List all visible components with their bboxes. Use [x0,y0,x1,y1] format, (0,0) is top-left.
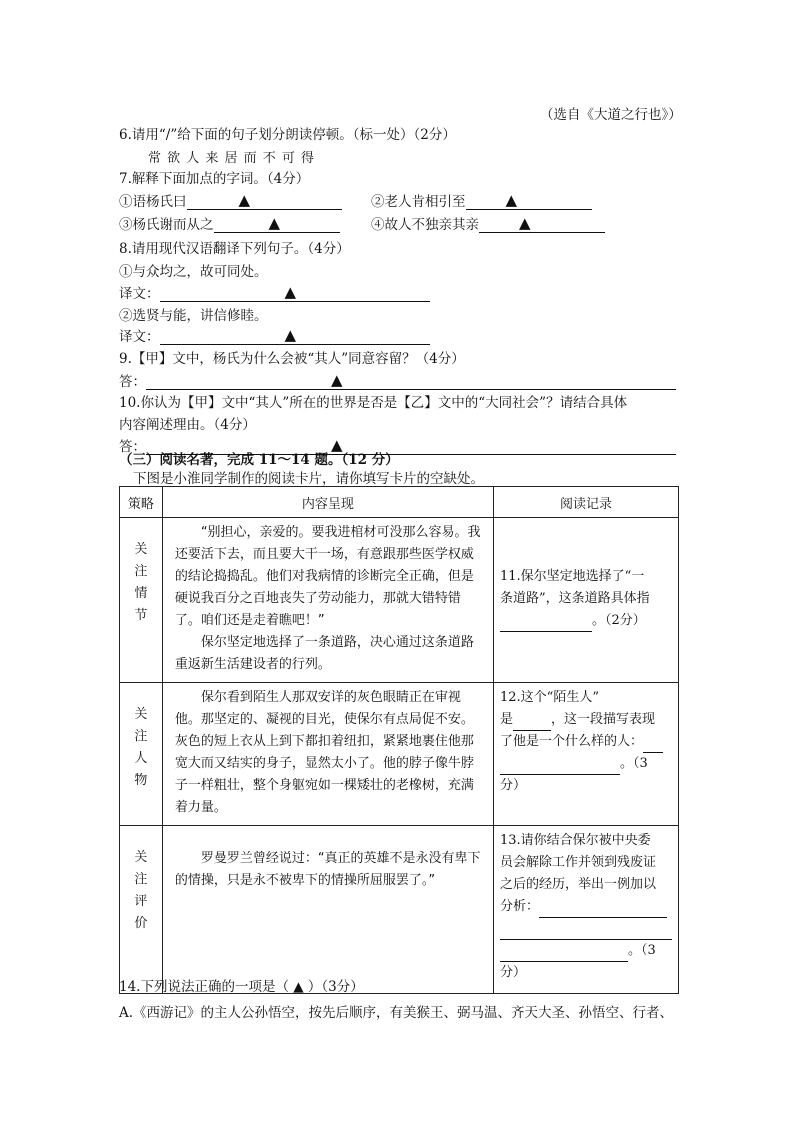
q10-prompt-line-2: 内容阐述理由。（4分） [119,417,256,433]
q14-option-a: A.《西游记》的主人公孙悟空，按先后顺序，有美猴王、弼马温、齐天大圣、孙悟空、行者、 [119,1005,674,1021]
reading-card-table [119,486,679,994]
q7-item-1 [119,190,342,210]
record-answer-row [500,709,672,731]
header-content: 内容呈现 [162,487,493,518]
strategy-cell [120,826,163,994]
answer-marker: ▲ [519,214,531,232]
table-header-row [120,487,679,518]
answer-marker: ▲ [284,283,297,301]
q13-answer-line-1[interactable] [539,903,667,918]
translation-label: 译文： [119,286,160,302]
answer-label: 答： [119,439,146,455]
record-text: 。（3 [620,756,648,771]
q7-answer-line-1[interactable] [187,191,342,210]
record-cell [494,826,679,994]
q8-prompt: 8.请用现代汉语翻译下列句子。（4分） [119,241,350,257]
record-text: 分析： [500,899,540,914]
header-record: 阅读记录 [494,487,679,518]
record-answer-row [500,610,672,632]
answer-label: 答： [119,374,146,390]
record-answer-row [500,753,672,775]
q7-item-2 [371,190,592,210]
q10-prompt-line-1: 10.你认为【甲】文中“其人”所在的世界是否是【乙】文中的“大同社会”？请结合具体 [119,395,628,411]
q12-answer-line-3[interactable] [500,760,620,775]
source-note: （选自《大道之行也》） [540,107,682,123]
table-row [120,518,679,683]
record-text: 13.请你结合保尔被中央委 [500,833,651,848]
strategy-label: 关注人物 [134,707,148,788]
record-text: 分） [500,778,527,793]
answer-marker: ▲ [505,191,518,209]
record-cell [494,518,679,683]
q7-item-2-text: ②老人肯相引至 [371,194,466,210]
record-text: 了他是一个什么样的人： [500,734,644,749]
strategy-label: 关注情节 [134,542,148,623]
q7-item-4-text: ④故人不独亲其亲 [371,217,479,233]
strategy-cell [120,683,163,826]
q6-sentence: 常 欲 人 来 居 而 不 可 得 [148,151,316,166]
record-answer-row [500,896,672,918]
record-cell [494,683,679,826]
q12-answer-line-2[interactable] [643,738,663,753]
q13-answer-line-3[interactable] [500,947,628,962]
answer-marker: ▲ [331,436,343,454]
header-strategy: 策略 [120,487,163,518]
q6-prompt: 6.请用“/”给下面的句子划分朗读停顿。（标一处）（2分） [119,127,456,143]
content-paragraph: 保尔坚定地选择了一条道路，决心通过这条道路重返新生活建设者的行列。 [174,635,474,672]
q7-answer-line-3[interactable] [214,214,340,233]
content-cell [162,826,493,994]
q7-item-4 [371,213,605,233]
record-answer-row [500,918,672,940]
record-text: 分） [500,965,527,980]
record-text: 是 [500,712,514,727]
q8-answer-line-1[interactable] [160,283,430,302]
q7-answer-line-2[interactable] [466,191,592,210]
content-paragraph: 保尔看到陌生人那双安详的灰色眼睛正在审视他。那坚定的、凝视的目光，使保尔有点局促不安。灰色的短上衣从上到下都扣着纽扣，紧紧地裹住他那宽大而又结实的身子，显然太小了。他的脖子像牛脖子一样粗壮，整个身躯宛如一棵矮壮的老橡树，充满着力量。 [174,690,474,815]
content-paragraph: “别担心，亲爱的。要我进棺材可没那么容易。我还要活下去，而且要大干一场，有意跟那些医学权威的结论捣捣乱。他们对我病情的诊断完全正确，但是硬说我百分之百地丧失了劳动能力，那就大错特错了。咱们还是走着瞧吧！” [174,525,481,628]
record-answer-row [500,940,672,962]
q7-item-1-text: ①语杨氏曰 [119,194,187,210]
section3-intro: 下图是小淮同学制作的阅读卡片，请你填写卡片的空缺处。 [133,471,484,487]
q7-answer-line-4[interactable] [479,214,605,233]
section3-title: （三）阅读名著，完成 11～14 题。（12 分） [119,452,399,468]
q11-answer-line[interactable] [500,617,592,632]
q8-answer-line-2[interactable] [160,326,430,345]
content-paragraph: 罗曼罗兰曾经说过：“真正的英雄不是永没有卑下的情操，只是永不被卑下的情操所屈服罢了。” [174,851,481,888]
q8-sentence-1: ①与众均之，故可同处。 [119,264,268,280]
strategy-label: 关注评价 [134,850,148,931]
record-text: 。（2分） [592,613,646,628]
q8-translation-1 [119,282,430,302]
table-row [120,826,679,994]
strategy-cell [120,518,163,683]
q8-sentence-2: ②选贤与能，讲信修睦。 [119,308,268,324]
record-text: 。（3 [628,943,656,958]
q7-item-3 [119,213,340,233]
q9-prompt: 9.【甲】文中，杨氏为什么会被“其人”同意容留？（4分） [119,351,465,367]
answer-marker: ▲ [238,191,251,209]
record-text: 条道路”，这条道路具体指 [500,591,650,606]
record-text: 之后的经历，举出一例加以 [500,877,657,892]
q13-answer-line-2[interactable] [500,925,672,940]
record-answer-row [500,731,672,753]
record-text: 11.保尔坚定地选择了“一 [500,569,645,584]
q12-answer-line-1[interactable] [513,716,551,731]
q7-item-3-text: ③杨氏谢而从之 [119,217,214,233]
record-text: 12.这个“陌生人” [500,690,599,705]
translation-label: 译文： [119,329,160,345]
q9-answer-line[interactable] [146,371,676,390]
content-cell [162,518,493,683]
content-cell [162,683,493,826]
answer-marker: ▲ [331,371,343,389]
table-row [120,683,679,826]
answer-marker: ▲ [268,214,281,232]
q7-prompt: 7.解释下面加点的字词。（4分） [119,171,310,187]
record-text: 员会解除工作并领到残废证 [500,855,657,870]
q14-prompt: 14.下列说法正确的一项是（ ▲ ）（3分） [119,979,364,995]
answer-marker: ▲ [284,326,297,344]
q8-translation-2 [119,325,430,345]
record-text: ，这一段描写表现 [551,712,656,727]
q9-answer [119,370,676,390]
